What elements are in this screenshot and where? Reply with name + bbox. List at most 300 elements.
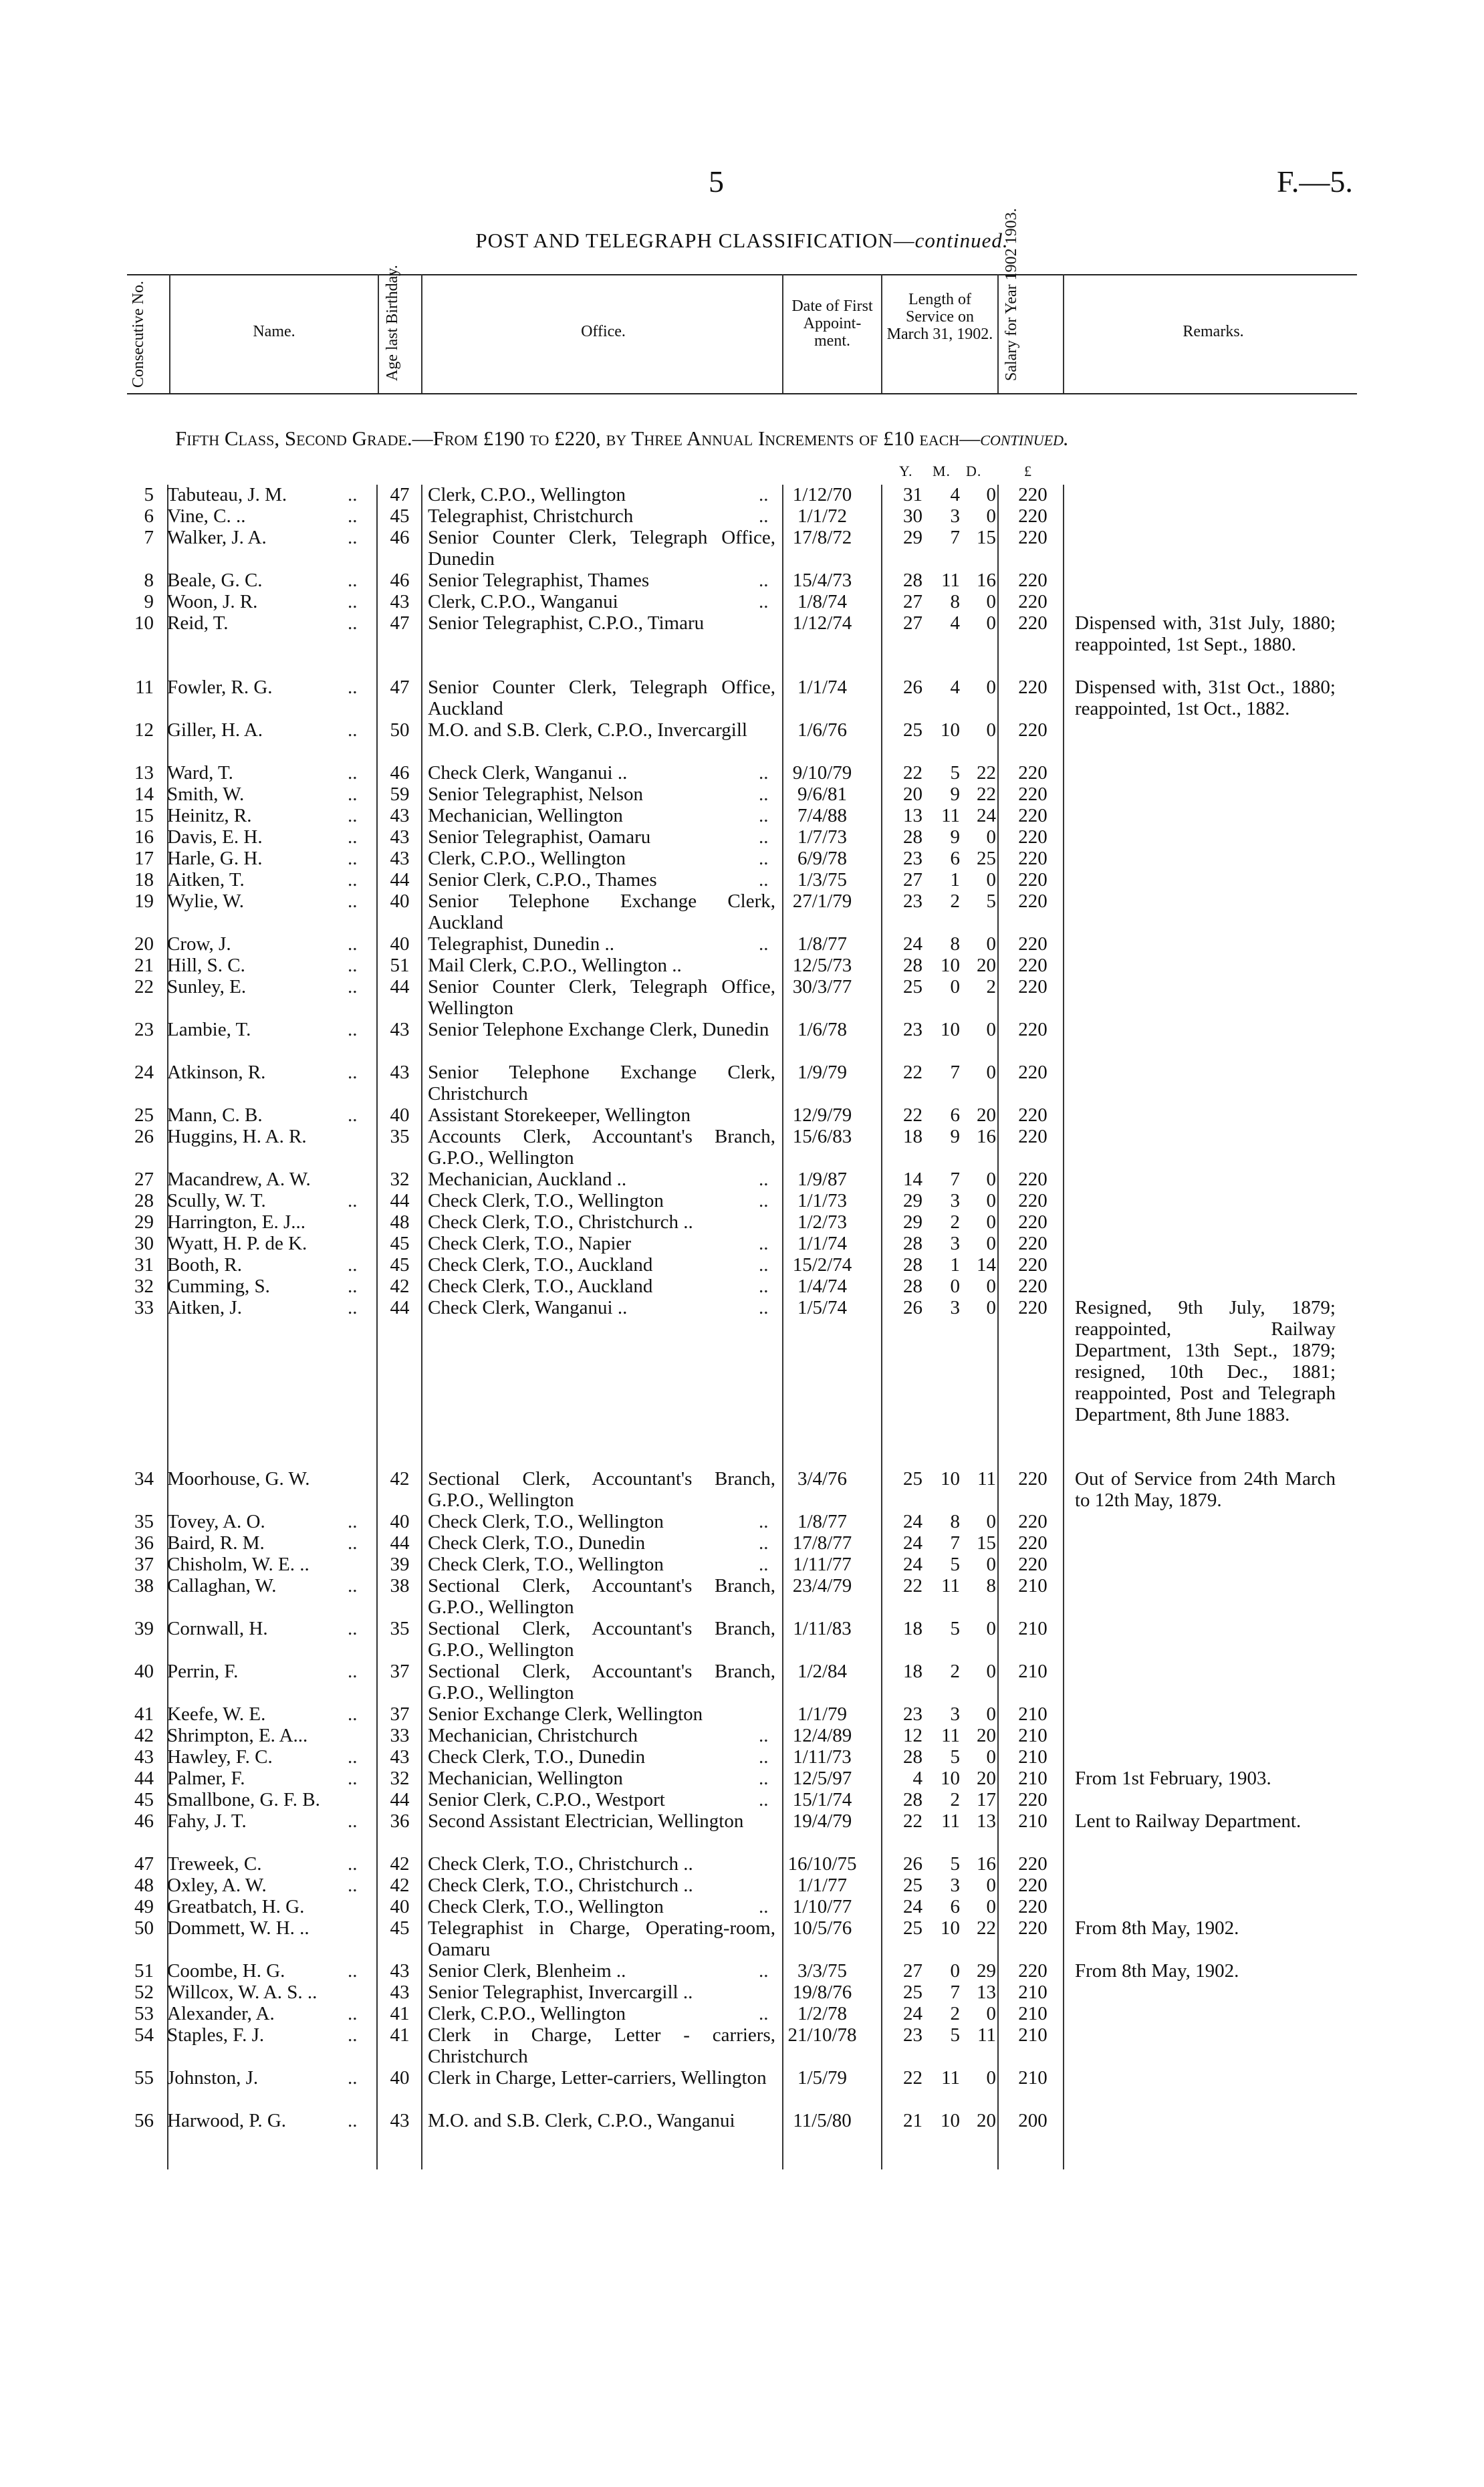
row-date: 30/3/77 — [792, 976, 852, 997]
row-salary: 220 — [1018, 1169, 1047, 1190]
row-salary: 200 — [1018, 2110, 1047, 2131]
row-age: 47 — [390, 484, 410, 505]
row-years: 20 — [903, 784, 922, 805]
row-office: Second Assistant Electrician, Wellington — [428, 1810, 744, 1832]
row-office: Sectional Clerk, Accountant's Branch, G.P.O., Wellington — [428, 1661, 775, 1703]
row-number: 9 — [144, 591, 154, 612]
row-date: 1/12/70 — [792, 484, 852, 505]
col-header-remarks: Remarks. — [1183, 323, 1244, 340]
row-months: 2 — [950, 2003, 960, 2024]
row-date: 19/4/79 — [792, 1810, 852, 1832]
office-leader-dots: .. — [759, 1190, 769, 1211]
name-leader-dots: .. — [348, 591, 358, 612]
row-years: 22 — [903, 1810, 922, 1832]
row-date: 3/3/75 — [797, 1960, 848, 1982]
row-date: 1/5/79 — [797, 2067, 848, 2089]
row-date: 16/10/75 — [787, 1853, 857, 1875]
row-years: 27 — [903, 612, 922, 634]
office-leader-dots: .. — [759, 848, 769, 869]
row-months: 3 — [950, 505, 960, 527]
row-name: Tovey, A. O. — [167, 1511, 265, 1532]
row-office: Check Clerk, T.O., Dunedin — [428, 1746, 646, 1768]
row-years: 28 — [903, 1254, 922, 1276]
office-leader-dots: .. — [759, 1532, 769, 1554]
row-months: 3 — [950, 1703, 960, 1725]
row-salary: 220 — [1018, 484, 1047, 505]
row-months: 1 — [950, 1254, 960, 1276]
row-name: Atkinson, R. — [167, 1062, 266, 1083]
row-months: 11 — [941, 1810, 960, 1832]
row-salary: 210 — [1018, 2067, 1047, 2089]
row-date: 1/6/76 — [797, 719, 848, 741]
row-age: 47 — [390, 677, 410, 698]
row-number: 40 — [134, 1661, 154, 1682]
row-remarks: Out of Service from 24th March to 12th May, 1879. — [1075, 1468, 1336, 1511]
row-salary: 220 — [1018, 1297, 1047, 1318]
row-days: 16 — [977, 1126, 996, 1147]
row-number: 39 — [134, 1618, 154, 1639]
row-office: Check Clerk, Wanganui .. — [428, 762, 628, 784]
row-age: 59 — [390, 784, 410, 805]
row-number: 44 — [134, 1768, 154, 1789]
row-office: M.O. and S.B. Clerk, C.P.O., Invercargill — [428, 719, 747, 741]
row-date: 1/4/74 — [797, 1276, 848, 1297]
row-date: 12/5/97 — [792, 1768, 852, 1789]
row-salary: 220 — [1018, 1917, 1047, 1939]
row-salary: 210 — [1018, 1661, 1047, 1682]
unit-months: M. — [933, 463, 951, 479]
row-date: 1/11/77 — [793, 1554, 852, 1575]
body-col-rule — [376, 485, 378, 2169]
row-number: 54 — [134, 2024, 154, 2046]
row-years: 28 — [903, 570, 922, 591]
row-days: 0 — [986, 505, 996, 527]
row-number: 26 — [134, 1126, 154, 1147]
row-number: 28 — [134, 1190, 154, 1211]
row-name: Chisholm, W. E. .. — [167, 1554, 310, 1575]
row-office: Mechanician, Christchurch — [428, 1725, 638, 1746]
row-date: 21/10/78 — [787, 2024, 857, 2046]
name-leader-dots: .. — [348, 1019, 358, 1040]
name-leader-dots: .. — [348, 719, 358, 741]
row-years: 23 — [903, 848, 922, 869]
col-rule — [997, 274, 999, 393]
row-number: 53 — [134, 2003, 154, 2024]
row-age: 35 — [390, 1126, 410, 1147]
row-office: Assistant Storekeeper, Wellington — [428, 1104, 691, 1126]
row-number: 55 — [134, 2067, 154, 2089]
name-leader-dots: .. — [348, 1810, 358, 1832]
row-months: 2 — [950, 891, 960, 912]
row-months: 5 — [950, 762, 960, 784]
name-leader-dots: .. — [348, 1703, 358, 1725]
row-date: 1/10/77 — [792, 1896, 852, 1917]
row-date: 1/7/73 — [797, 826, 848, 848]
row-age: 44 — [390, 1190, 410, 1211]
row-days: 22 — [977, 1917, 996, 1939]
row-age: 48 — [390, 1211, 410, 1233]
row-days: 0 — [986, 1703, 996, 1725]
row-salary: 220 — [1018, 1190, 1047, 1211]
row-office: Accounts Clerk, Accountant's Branch, G.P.O., Wellington — [428, 1126, 775, 1169]
row-date: 7/4/88 — [797, 805, 848, 826]
row-number: 27 — [134, 1169, 154, 1190]
row-age: 43 — [390, 826, 410, 848]
body-col-rule — [881, 485, 882, 2169]
row-salary: 220 — [1018, 848, 1047, 869]
row-months: 0 — [950, 1960, 960, 1982]
row-age: 45 — [390, 1233, 410, 1254]
row-months: 6 — [950, 848, 960, 869]
name-leader-dots: .. — [348, 1768, 358, 1789]
row-office: Check Clerk, T.O., Christchurch .. — [428, 1211, 693, 1233]
row-months: 5 — [950, 2024, 960, 2046]
row-months: 0 — [950, 1276, 960, 1297]
name-leader-dots: .. — [348, 505, 358, 527]
row-salary: 210 — [1018, 1982, 1047, 2003]
row-name: Palmer, F. — [167, 1768, 245, 1789]
row-age: 32 — [390, 1169, 410, 1190]
col-header-date: Date of First Appoint- ment. — [791, 298, 873, 350]
row-months: 3 — [950, 1190, 960, 1211]
row-date: 15/2/74 — [792, 1254, 852, 1276]
row-salary: 220 — [1018, 976, 1047, 997]
name-leader-dots: .. — [348, 976, 358, 997]
row-salary: 220 — [1018, 1211, 1047, 1233]
row-years: 24 — [903, 1554, 922, 1575]
row-days: 20 — [977, 1104, 996, 1126]
row-years: 28 — [903, 1746, 922, 1768]
row-years: 25 — [903, 1468, 922, 1490]
office-leader-dots: .. — [759, 505, 769, 527]
office-leader-dots: .. — [759, 1169, 769, 1190]
row-name: Johnston, J. — [167, 2067, 259, 2089]
row-office: Senior Exchange Clerk, Wellington — [428, 1703, 703, 1725]
name-leader-dots: .. — [348, 677, 358, 698]
row-months: 10 — [941, 1917, 960, 1939]
row-salary: 210 — [1018, 1746, 1047, 1768]
office-leader-dots: .. — [759, 1511, 769, 1532]
row-years: 25 — [903, 1982, 922, 2003]
row-months: 10 — [941, 2110, 960, 2131]
row-date: 1/8/77 — [797, 1511, 848, 1532]
row-months: 2 — [950, 1789, 960, 1810]
name-leader-dots: .. — [348, 805, 358, 826]
row-name: Harrington, E. J... — [167, 1211, 305, 1233]
row-days: 0 — [986, 1297, 996, 1318]
row-date: 1/5/74 — [797, 1297, 848, 1318]
row-number: 50 — [134, 1917, 154, 1939]
name-leader-dots: .. — [348, 1190, 358, 1211]
row-salary: 220 — [1018, 869, 1047, 891]
row-months: 7 — [950, 1982, 960, 2003]
name-leader-dots: .. — [348, 1853, 358, 1875]
name-leader-dots: .. — [348, 1062, 358, 1083]
row-date: 1/2/84 — [797, 1661, 848, 1682]
name-leader-dots: .. — [348, 1960, 358, 1982]
row-date: 12/4/89 — [792, 1725, 852, 1746]
row-date: 27/1/79 — [792, 891, 852, 912]
row-office: Senior Telegraphist, Thames — [428, 570, 650, 591]
row-number: 52 — [134, 1982, 154, 2003]
row-years: 12 — [903, 1725, 922, 1746]
unit-years: Y. — [899, 463, 913, 479]
office-leader-dots: .. — [759, 570, 769, 591]
unit-pound: £ — [1024, 463, 1032, 479]
row-date: 1/8/74 — [797, 591, 848, 612]
row-number: 46 — [134, 1810, 154, 1832]
name-leader-dots: .. — [348, 1297, 358, 1318]
office-leader-dots: .. — [759, 1254, 769, 1276]
row-days: 0 — [986, 1875, 996, 1896]
body-col-rule — [997, 485, 999, 2169]
office-leader-dots: .. — [759, 1789, 769, 1810]
row-date: 15/6/83 — [792, 1126, 852, 1147]
row-days: 0 — [986, 1511, 996, 1532]
row-salary: 220 — [1018, 1511, 1047, 1532]
row-years: 26 — [903, 677, 922, 698]
row-salary: 220 — [1018, 1532, 1047, 1554]
row-months: 0 — [950, 976, 960, 997]
row-office: Senior Telegraphist, Oamaru — [428, 826, 651, 848]
row-age: 44 — [390, 1297, 410, 1318]
row-months: 6 — [950, 1896, 960, 1917]
row-office: Check Clerk, T.O., Auckland — [428, 1276, 653, 1297]
row-remarks: From 8th May, 1902. — [1075, 1960, 1239, 1982]
row-number: 14 — [134, 784, 154, 805]
row-age: 42 — [390, 1853, 410, 1875]
row-salary: 210 — [1018, 1768, 1047, 1789]
row-date: 10/5/76 — [792, 1917, 852, 1939]
row-name: Lambie, T. — [167, 1019, 251, 1040]
row-office: Sectional Clerk, Accountant's Branch, G.P.O., Wellington — [428, 1575, 775, 1618]
name-leader-dots: .. — [348, 527, 358, 548]
row-date: 1/3/75 — [797, 869, 848, 891]
row-number: 6 — [144, 505, 154, 527]
row-number: 51 — [134, 1960, 154, 1982]
row-days: 22 — [977, 784, 996, 805]
row-years: 28 — [903, 1233, 922, 1254]
row-date: 15/1/74 — [792, 1789, 852, 1810]
body-col-rule — [421, 485, 422, 2169]
row-name: Smallbone, G. F. B. — [167, 1789, 320, 1810]
row-days: 0 — [986, 1211, 996, 1233]
row-name: Wyatt, H. P. de K. — [167, 1233, 307, 1254]
row-office: Senior Telegraphist, Invercargill .. — [428, 1982, 693, 2003]
row-months: 3 — [950, 1875, 960, 1896]
row-salary: 220 — [1018, 1233, 1047, 1254]
row-months: 8 — [950, 591, 960, 612]
row-age: 39 — [390, 1554, 410, 1575]
office-leader-dots: .. — [759, 591, 769, 612]
row-months: 10 — [941, 955, 960, 976]
row-number: 41 — [134, 1703, 154, 1725]
office-leader-dots: .. — [759, 784, 769, 805]
row-office: Clerk, C.P.O., Wellington — [428, 848, 626, 869]
section-continued: continued. — [980, 427, 1069, 450]
row-years: 22 — [903, 1062, 922, 1083]
row-months: 10 — [941, 1768, 960, 1789]
row-days: 13 — [977, 1982, 996, 2003]
row-salary: 220 — [1018, 826, 1047, 848]
row-days: 16 — [977, 1853, 996, 1875]
row-name: Beale, G. C. — [167, 570, 263, 591]
row-name: Heinitz, R. — [167, 805, 252, 826]
row-name: Staples, F. J. — [167, 2024, 265, 2046]
row-date: 1/2/78 — [797, 2003, 848, 2024]
name-leader-dots: .. — [348, 955, 358, 976]
row-salary: 210 — [1018, 2024, 1047, 2046]
row-office: Senior Telephone Exchange Clerk, Christchurch — [428, 1062, 775, 1104]
row-remarks: From 1st February, 1903. — [1075, 1768, 1271, 1789]
row-days: 0 — [986, 591, 996, 612]
row-number: 38 — [134, 1575, 154, 1596]
row-salary: 220 — [1018, 719, 1047, 741]
row-name: Baird, R. M. — [167, 1532, 265, 1554]
row-date: 9/10/79 — [792, 762, 852, 784]
row-age: 43 — [390, 1019, 410, 1040]
row-office: Check Clerk, T.O., Wellington — [428, 1896, 664, 1917]
name-leader-dots: .. — [348, 891, 358, 912]
row-number: 36 — [134, 1532, 154, 1554]
row-number: 19 — [134, 891, 154, 912]
row-salary: 220 — [1018, 1960, 1047, 1982]
row-age: 44 — [390, 976, 410, 997]
row-name: Fowler, R. G. — [167, 677, 273, 698]
name-leader-dots: .. — [348, 484, 358, 505]
name-leader-dots: .. — [348, 784, 358, 805]
row-number: 8 — [144, 570, 154, 591]
row-office: Mechanician, Auckland .. — [428, 1169, 627, 1190]
row-office: Check Clerk, T.O., Wellington — [428, 1554, 664, 1575]
row-name: Cornwall, H. — [167, 1618, 268, 1639]
row-office: Senior Counter Clerk, Telegraph Office, Dunedin — [428, 527, 775, 570]
row-age: 46 — [390, 570, 410, 591]
section-heading-text: Fifth Class, Second Grade.—From £190 to £220, by Three Annual Increments of £10 each— — [175, 427, 981, 450]
row-number: 34 — [134, 1468, 154, 1490]
row-months: 11 — [941, 1725, 960, 1746]
row-age: 44 — [390, 1532, 410, 1554]
row-age: 41 — [390, 2003, 410, 2024]
row-office: Clerk, C.P.O., Wellington — [428, 484, 626, 505]
row-months: 5 — [950, 1618, 960, 1639]
row-days: 16 — [977, 570, 996, 591]
row-days: 11 — [977, 1468, 996, 1490]
row-months: 7 — [950, 527, 960, 548]
row-office: Sectional Clerk, Accountant's Branch, G.P.O., Wellington — [428, 1618, 775, 1661]
row-years: 27 — [903, 869, 922, 891]
row-office: Check Clerk, T.O., Christchurch .. — [428, 1853, 693, 1875]
row-name: Walker, J. A. — [167, 527, 267, 548]
name-leader-dots: .. — [348, 933, 358, 955]
row-name: Macandrew, A. W. — [167, 1169, 311, 1190]
row-date: 1/8/77 — [797, 933, 848, 955]
name-leader-dots: .. — [348, 1661, 358, 1682]
row-years: 24 — [903, 1532, 922, 1554]
row-years: 28 — [903, 1276, 922, 1297]
col-header-consecutive: Consecutive No. — [130, 281, 147, 388]
row-age: 44 — [390, 1789, 410, 1810]
row-salary: 220 — [1018, 805, 1047, 826]
col-header-length: Length of Service on March 31, 1902. — [886, 291, 993, 343]
row-days: 25 — [977, 848, 996, 869]
page-title — [0, 229, 1484, 253]
row-remarks: From 8th May, 1902. — [1075, 1917, 1239, 1939]
row-salary: 210 — [1018, 1725, 1047, 1746]
name-leader-dots: .. — [348, 612, 358, 634]
row-months: 8 — [950, 1511, 960, 1532]
row-salary: 220 — [1018, 505, 1047, 527]
row-date: 1/1/73 — [797, 1190, 848, 1211]
row-months: 2 — [950, 1661, 960, 1682]
row-age: 43 — [390, 1062, 410, 1083]
row-office: Check Clerk, T.O., Wellington — [428, 1511, 664, 1532]
row-years: 23 — [903, 891, 922, 912]
row-salary: 220 — [1018, 1126, 1047, 1147]
row-age: 33 — [390, 1725, 410, 1746]
row-salary: 210 — [1018, 1810, 1047, 1832]
name-leader-dots: .. — [348, 2024, 358, 2046]
row-age: 43 — [390, 1746, 410, 1768]
row-number: 31 — [134, 1254, 154, 1276]
row-salary: 220 — [1018, 1254, 1047, 1276]
row-days: 5 — [986, 891, 996, 912]
name-leader-dots: .. — [348, 762, 358, 784]
name-leader-dots: .. — [348, 2110, 358, 2131]
row-age: 45 — [390, 1254, 410, 1276]
row-days: 29 — [977, 1960, 996, 1982]
office-leader-dots: .. — [759, 1768, 769, 1789]
row-number: 56 — [134, 2110, 154, 2131]
row-name: Giller, H. A. — [167, 719, 263, 741]
row-days: 0 — [986, 612, 996, 634]
row-days: 0 — [986, 484, 996, 505]
row-years: 25 — [903, 976, 922, 997]
row-age: 40 — [390, 933, 410, 955]
row-salary: 220 — [1018, 1875, 1047, 1896]
row-name: Smith, W. — [167, 784, 245, 805]
row-days: 15 — [977, 527, 996, 548]
office-leader-dots: .. — [759, 1746, 769, 1768]
office-leader-dots: .. — [759, 1297, 769, 1318]
row-age: 37 — [390, 1703, 410, 1725]
row-days: 0 — [986, 1554, 996, 1575]
name-leader-dots: .. — [348, 848, 358, 869]
row-office: Mechanician, Wellington — [428, 805, 623, 826]
row-days: 0 — [986, 933, 996, 955]
row-months: 2 — [950, 1211, 960, 1233]
row-months: 4 — [950, 484, 960, 505]
row-salary: 220 — [1018, 891, 1047, 912]
office-leader-dots: .. — [759, 1233, 769, 1254]
row-number: 13 — [134, 762, 154, 784]
row-date: 17/8/72 — [792, 527, 852, 548]
row-days: 0 — [986, 1019, 996, 1040]
row-age: 38 — [390, 1575, 410, 1596]
row-salary: 220 — [1018, 1468, 1047, 1490]
row-number: 24 — [134, 1062, 154, 1083]
row-years: 25 — [903, 1917, 922, 1939]
row-age: 40 — [390, 1896, 410, 1917]
row-years: 24 — [903, 933, 922, 955]
row-salary: 220 — [1018, 1062, 1047, 1083]
row-office: Check Clerk, Wanganui .. — [428, 1297, 628, 1318]
row-months: 3 — [950, 1233, 960, 1254]
row-office: Senior Counter Clerk, Telegraph Office, Auckland — [428, 677, 775, 719]
row-number: 30 — [134, 1233, 154, 1254]
row-salary: 220 — [1018, 1554, 1047, 1575]
row-years: 28 — [903, 826, 922, 848]
